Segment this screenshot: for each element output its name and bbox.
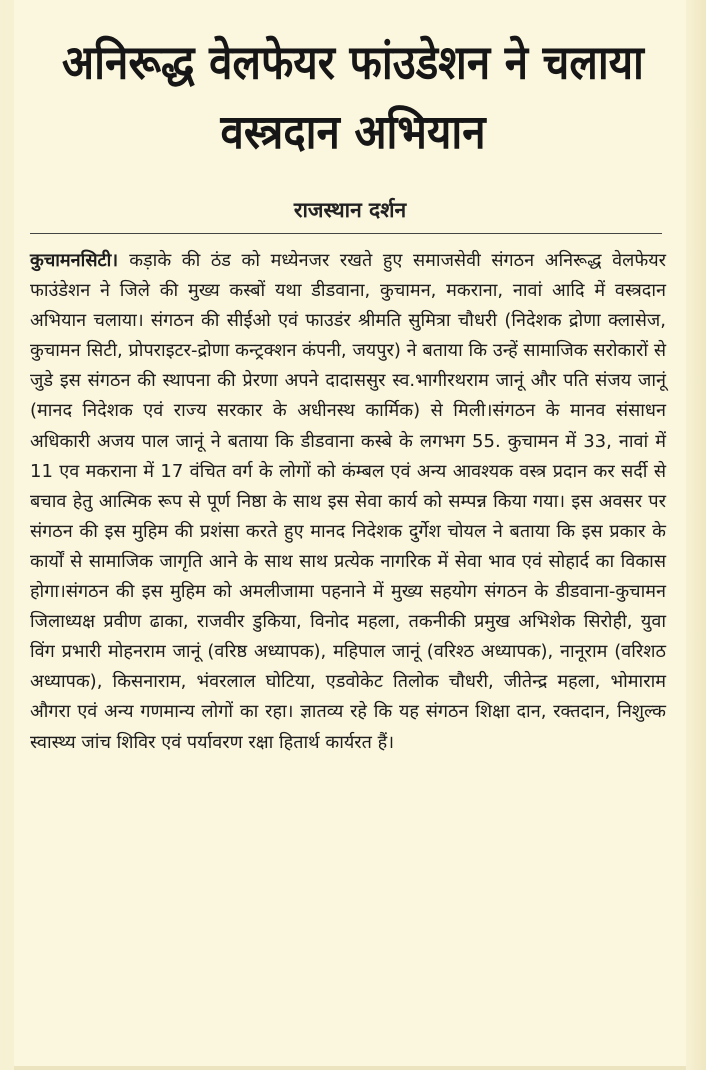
article-dateline: कुचामनसिटी। — [30, 250, 130, 271]
article-body — [30, 246, 666, 758]
page-edge-shadow — [686, 0, 706, 1070]
article-text: कड़ाके की ठंड को मध्येनजर रखते हुए समाजसेवी संगठन अनिरूद्ध वेलफेयर फाउंडेशन ने जिले की मुख्य कस्बों यथा डीडवाना, कुचामन, मकराना, नावां आदि में वस्त्रदान अभियान चलाया। संगठन की सीईओ एवं फाउडंर श्रीमति सुमित्रा चौधरी (निदेशक द्रोणा क्लासेज, कुचामन सिटी, प्रोपराइटर-द्रोणा कन्ट्रक्शन कंपनी, जयपुर) ने बताया कि उन्हें सामाजिक सरोकारों से जुडे इस संगठन की स्थापना की प्रेरणा अपने दादाससुर स्व.भागीरथराम जानूं और पति संजय जानूं (मानद निदेशक एवं राज्य सरकार के अधीनस्थ कार्मिक) से मिली।संगठन के मानव संसाधन अधिकारी अजय पाल जानूं ने बताया कि डीडवाना कस्बे के लगभग 55. कुचामन में 33, नावां में 11 एव मकराना में 17 वंचित वर्ग के लोगों को कंम्बल एवं अन्य आवश्यक वस्त्र प्रदान कर सर्दी से बचाव हेतु आत्मिक रूप से पूर्ण निष्ठा के साथ इस सेवा कार्य को सम्पन्न किया गया। इस अवसर पर संगठन की इस मुहिम की प्रशंसा करते हुए मानद निदेशक दुर्गेश चोयल ने बताया कि इस प्रकार के कार्यों से सामाजिक जागृति आने के साथ साथ प्रत्येक नागरिक में सेवा भाव एवं सोहार्द का विकास होगा।संगठन की इस मुहिम को अमलीजामा पहनाने में मुख्य सहयोग संगठन के डीडवाना-कुचामन जिलाध्यक्ष प्रवीण ढाका, राजवीर डुकिया, विनोद महला, तकनीकी प्रमुख अभिशेक सिरोही, युवा विंग प्रभारी मोहनराम जानूं (वरिष्ठ अध्यापक), महिपाल जानूं (वरिश्ठ अध्यापक), नानूराम (वरिशठ अध्यापक), किसनाराम, भंवरलाल घोटिया, एडवोकेट तिलोक चौधरी, जीतेन्द्र महला, भोमाराम औगरा एवं अन्य गणमान्य लोगों का रहा। ज्ञातव्य रहे कि यह संगठन शिक्षा दान, रक्तदान, निशुल्क स्वास्थ्य जांच शिविर एवं पर्यावरण रक्षा हितार्थ कार्यरत हैं। — [30, 250, 666, 753]
headline: अनिरूद्ध वेलफेयर फांउडेशन ने चलाया वस्त्रदान अभियान — [62, 34, 644, 160]
byline: राजस्थान दर्शन — [293, 198, 407, 222]
byline-divider — [30, 233, 662, 234]
page-bottom-edge — [14, 1066, 686, 1070]
